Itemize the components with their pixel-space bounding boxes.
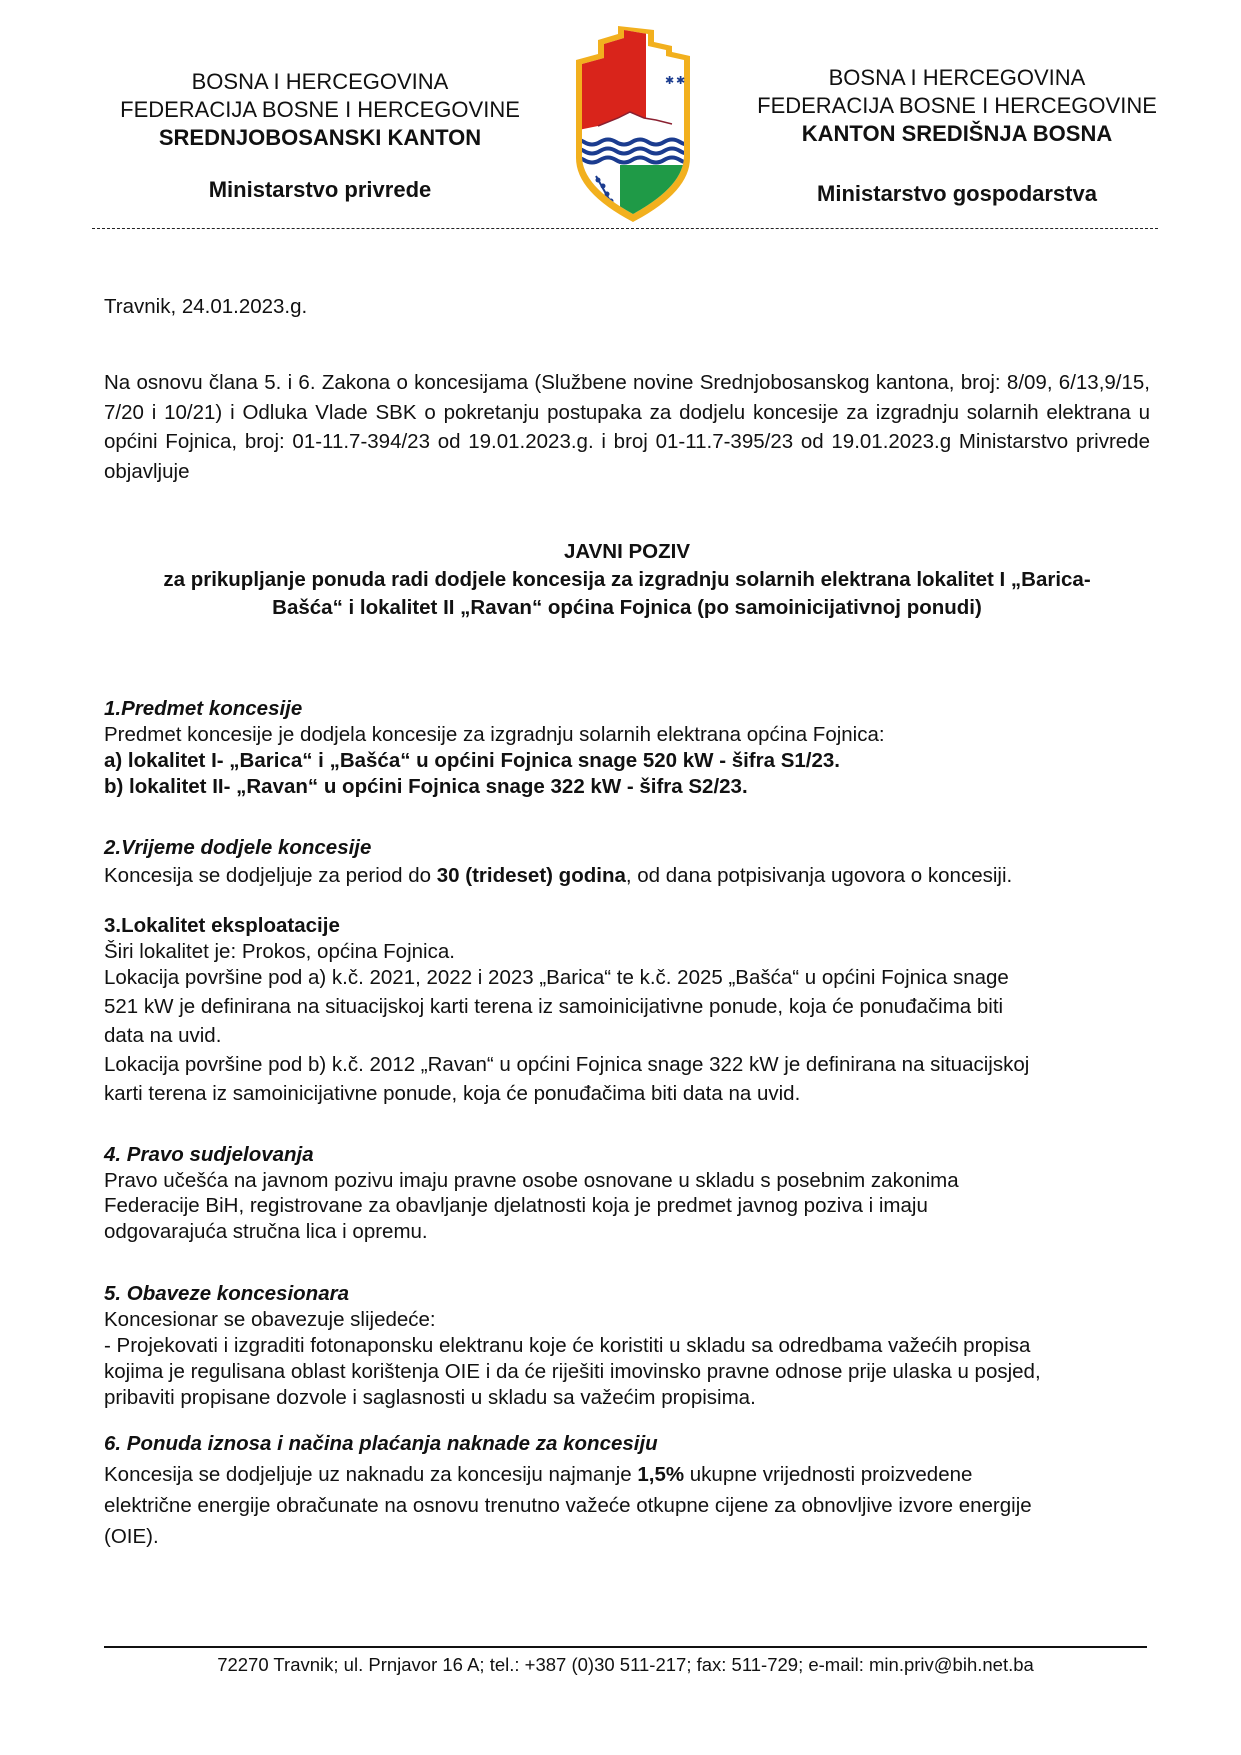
svg-text:✱: ✱ — [654, 74, 664, 87]
title-subtitle-line1: za prikupljanje ponuda radi dodjele koncesija za izgradnju solarnih elektrana lokalitet I „Barica- — [163, 568, 1091, 591]
svg-text:✱: ✱ — [676, 74, 686, 87]
section-obligations — [104, 1281, 1150, 1411]
section-text: Federacije BiH, registrovane za obavljanje djelatnosti koja je predmet javnog poziva i imaju — [104, 1194, 928, 1217]
intro-paragraph: Na osnovu člana 5. i 6. Zakona o koncesijama (Službene novine Srednjobosanskog kantona, broj: 8/09, 6/13,9/15, 7/20 i 10/21) i Odluka Vlade SBK o pokretanju postupaka za dodjelu koncesije za izgradnju solarnih elektrana u općini Fojnica, broj: 01-11.7-394/23 od 19.01.2023.g. i broj 01-11.7-395/23 od 19.01.2023.g Ministarstvo privrede objavljuje — [104, 371, 1150, 483]
header-right-country: BOSNA I HERCEGOVINA — [828, 65, 1086, 90]
text-segment: Koncesija se dodjeljuje uz naknadu za koncesiju najmanje — [104, 1463, 638, 1486]
section-title: 6. Ponuda iznosa i načina plaćanja naknade za koncesiju — [104, 1432, 658, 1455]
section-text: (OIE). — [104, 1525, 159, 1548]
header-divider — [92, 228, 1158, 229]
text-segment: ukupne vrijednosti proizvedene — [684, 1463, 973, 1486]
section-text: 521 kW je definirana na situacijskoj karti terena iz samoinicijativne ponude, koja će ponuđačima biti — [104, 995, 1004, 1018]
section-text: kojima je regulisana oblast korištenja OIE i da će riješiti imovinsko pravne odnose prije ulaska u posjed, — [104, 1360, 1041, 1383]
title-subtitle-line2: Bašća“ i lokalitet II „Ravan“ općina Fojnica (po samoinicijativnoj ponudi) — [272, 596, 982, 619]
section-duration — [104, 834, 1150, 890]
section-text: Predmet koncesije je dodjela koncesije za izgradnju solarnih elektrana općina Fojnica: — [104, 723, 885, 746]
footer-contact: 72270 Travnik; ul. Prnjavor 16 A; tel.: +387 (0)30 511-217; fax: 511-729; e-mail: min.priv@bih.net.ba — [217, 1654, 1034, 1675]
header-left-canton: SREDNJOBOSANSKI KANTON — [158, 125, 482, 150]
section-text: Pravo učešća na javnom pozivu imaju pravne osobe osnovane u skladu s posebnim zakonima — [104, 1168, 959, 1192]
footer-divider — [104, 1646, 1147, 1648]
header-left — [85, 68, 555, 204]
section-text: električne energije obračunate na osnovu trenutno važeće otkupne cijene za obnovljive izvore energije — [104, 1494, 1032, 1517]
title-heading: JAVNI POZIV — [563, 540, 691, 563]
section-text: karti terena iz samoinicijativne ponude, koja će ponuđačima biti data na uvid. — [104, 1082, 801, 1105]
section-text — [104, 862, 1150, 890]
section-text: data na uvid. — [104, 1024, 222, 1047]
section-title: 2.Vrijeme dodjele koncesije — [104, 836, 372, 859]
document-title — [104, 538, 1150, 622]
section-text: Širi lokalitet je: Prokos, općina Fojnica. — [104, 940, 455, 963]
header-right — [722, 64, 1192, 208]
list-item: b) lokalitet II- „Ravan“ u općini Fojnica snage 322 kW - šifra S2/23. — [104, 775, 748, 798]
header-right-ministry: Ministarstvo gospodarstva — [817, 181, 1097, 206]
section-text: Lokacija površine pod b) k.č. 2012 „Ravan“ u općini Fojnica snage 322 kW je definirana na situacijskoj — [104, 1053, 1030, 1076]
text-segment: Koncesija se dodjeljuje za period do — [104, 864, 437, 887]
header-left-country: BOSNA I HERCEGOVINA — [191, 69, 449, 94]
document-date: Travnik, 24.01.2023.g. — [104, 295, 308, 318]
section-fee — [104, 1428, 1150, 1552]
header-right-canton: KANTON SREDIŠNJA BOSNA — [801, 121, 1113, 146]
section-location — [104, 913, 1150, 1107]
section-text — [104, 1459, 1150, 1490]
section-title: 1.Predmet koncesije — [104, 697, 303, 720]
header-right-federation: FEDERACIJA BOSNE I HERCEGOVINE — [757, 93, 1157, 118]
section-subject — [104, 696, 1150, 800]
section-title: 3.Lokalitet eksploatacije — [104, 914, 340, 937]
text-segment: , od dana potpisivanja ugovora o koncesiji. — [625, 864, 1013, 887]
svg-text:✱: ✱ — [665, 74, 675, 87]
duration-value: 30 (trideset) godina — [436, 864, 626, 887]
section-title: 4. Pravo sudjelovanja — [104, 1143, 314, 1166]
section-text: Koncesionar se obavezuje slijedeće: — [104, 1308, 436, 1331]
section-text: odgovarajuća stručna lica i opremu. — [104, 1219, 428, 1243]
section-text: - Projekovati i izgraditi fotonaponsku elektranu koje će koristiti u skladu sa odredbama važećih propisa — [104, 1334, 1031, 1357]
header-left-ministry: Ministarstvo privrede — [208, 177, 432, 202]
section-text: pribaviti propisane dozvole i saglasnosti u skladu sa važećim propisima. — [104, 1386, 756, 1409]
section-title: 5. Obaveze koncesionara — [104, 1282, 349, 1305]
list-item: a) lokalitet I- „Barica“ i „Bašća“ u općini Fojnica snage 520 kW - šifra S1/23. — [104, 749, 840, 772]
coat-of-arms-icon — [568, 26, 698, 226]
section-participation — [104, 1142, 1150, 1244]
section-text: Lokacija površine pod a) k.č. 2021, 2022 i 2023 „Barica“ te k.č. 2025 „Bašća“ u općini Fojnica snage — [104, 966, 1009, 989]
fee-percentage: 1,5% — [637, 1463, 685, 1486]
header-left-federation: FEDERACIJA BOSNE I HERCEGOVINE — [120, 97, 520, 122]
